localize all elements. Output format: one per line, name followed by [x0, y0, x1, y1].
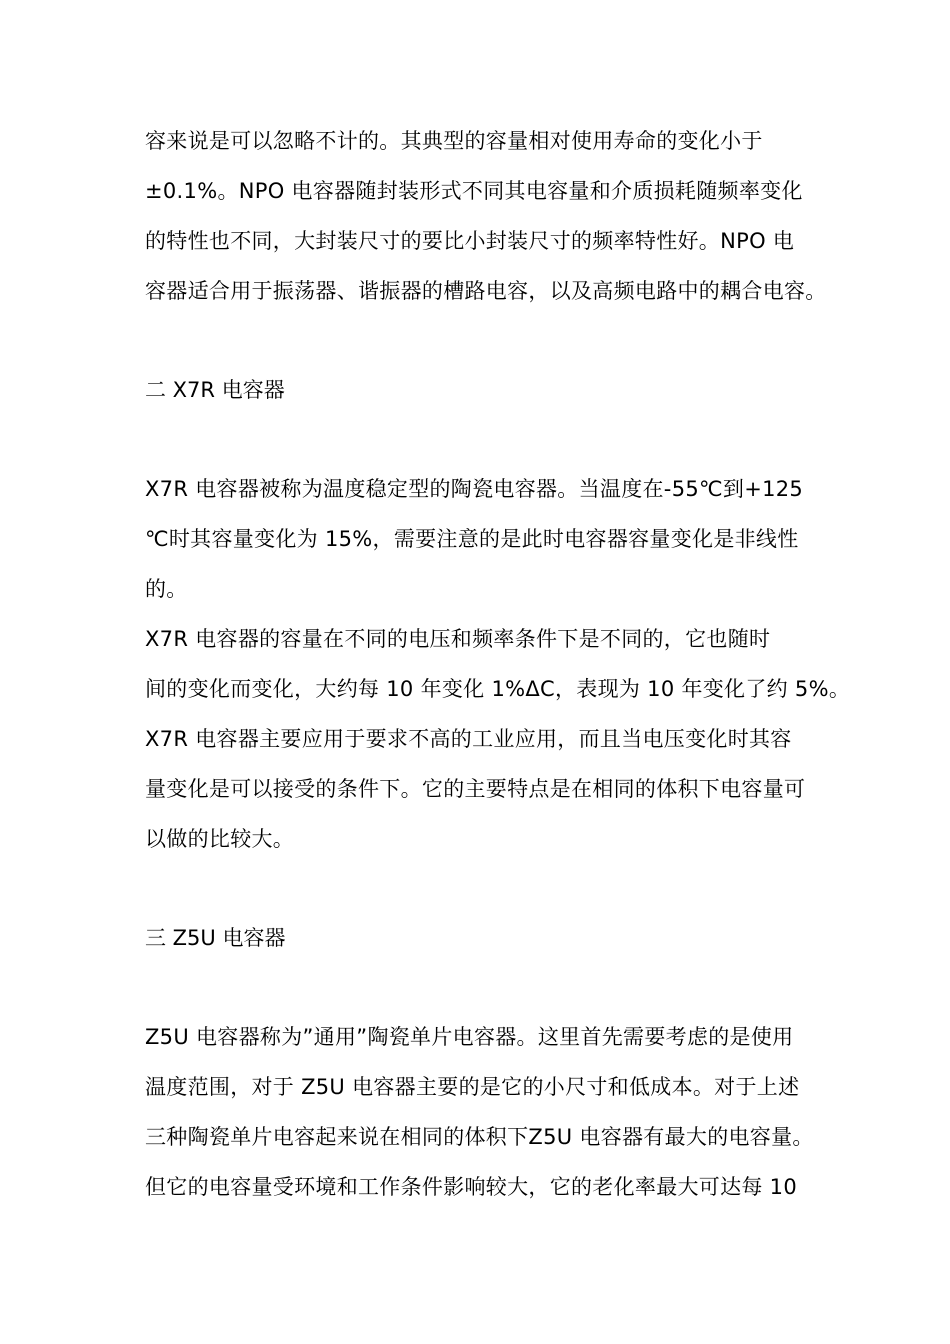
- paragraph-4-line-3: 三种陶瓷单片电容起来说在相同的体积下Z5U 电容器有最大的电容量。: [145, 1125, 814, 1149]
- paragraph-3-line-2: 间的变化而变化，大约每 10 年变化 1%ΔC，表现为 10 年变化了约 5%。: [145, 677, 851, 701]
- section-heading-x7r: 二 X7R 电容器: [145, 378, 285, 402]
- section-heading-z5u: 三 Z5U 电容器: [145, 926, 286, 950]
- paragraph-3-line-3: X7R 电容器主要应用于要求不高的工业应用，而且当电压变化时其容: [145, 727, 792, 751]
- paragraph-4-line-4: 但它的电容量受环境和工作条件影响较大，它的老化率最大可达每 10: [145, 1175, 797, 1199]
- paragraph-3-line-1: X7R 电容器的容量在不同的电压和频率条件下是不同的，它也随时: [145, 627, 771, 651]
- paragraph-1-line-2: ±0.1%。NPO 电容器随封装形式不同其电容量和介质损耗随频率变化: [145, 179, 803, 203]
- paragraph-1-line-4: 容器适合用于振荡器、谐振器的槽路电容，以及高频电路中的耦合电容。: [145, 279, 827, 303]
- paragraph-4-line-1: Z5U 电容器称为”通用”陶瓷单片电容器。这里首先需要考虑的是使用: [145, 1025, 794, 1049]
- paragraph-2-line-3: 的。: [145, 577, 188, 601]
- paragraph-1-line-3: 的特性也不同，大封装尺寸的要比小封装尺寸的频率特性好。NPO 电: [145, 229, 795, 253]
- paragraph-3-line-4: 量变化是可以接受的条件下。它的主要特点是在相同的体积下电容量可: [145, 777, 806, 801]
- paragraph-3-line-5: 以做的比较大。: [145, 827, 295, 851]
- paragraph-4-line-2: 温度范围，对于 Z5U 电容器主要的是它的小尺寸和低成本。对于上述: [145, 1075, 800, 1099]
- paragraph-1-line-1: 容来说是可以忽略不计的。其典型的容量相对使用寿命的变化小于: [145, 129, 763, 153]
- paragraph-2-line-1: X7R 电容器被称为温度稳定型的陶瓷电容器。当温度在-55℃到+125: [145, 477, 804, 501]
- paragraph-2-line-2: ℃时其容量变化为 15%，需要注意的是此时电容器容量变化是非线性: [145, 527, 799, 551]
